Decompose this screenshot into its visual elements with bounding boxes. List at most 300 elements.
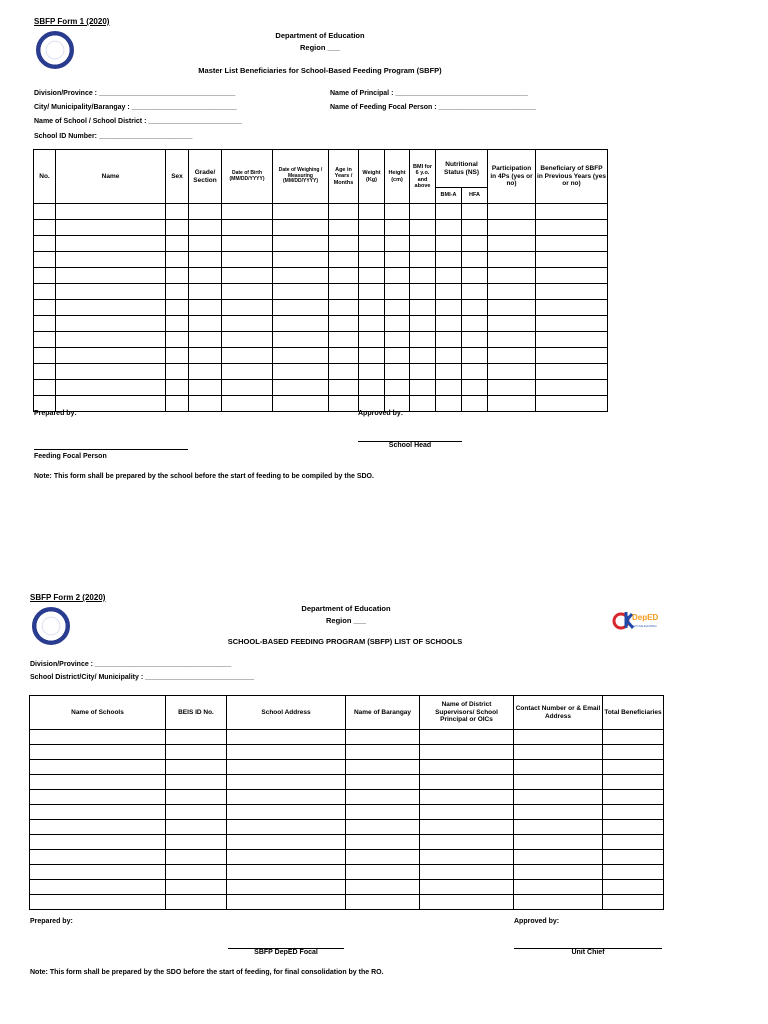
table-cell[interactable] <box>30 730 166 745</box>
table-cell[interactable] <box>603 790 664 805</box>
table-cell[interactable] <box>30 790 166 805</box>
table-cell[interactable] <box>222 220 273 236</box>
table-cell[interactable] <box>189 380 222 396</box>
table-cell[interactable] <box>514 790 603 805</box>
col-no: No. <box>34 150 56 204</box>
table-cell[interactable] <box>462 332 488 348</box>
table-cell[interactable] <box>34 332 56 348</box>
table-cell[interactable] <box>420 865 514 880</box>
table-cell[interactable] <box>166 284 189 300</box>
table-cell[interactable] <box>273 316 329 332</box>
table-cell[interactable] <box>166 204 189 220</box>
table-cell[interactable] <box>603 865 664 880</box>
table-cell[interactable] <box>166 835 227 850</box>
table-cell[interactable] <box>514 745 603 760</box>
table-cell[interactable] <box>273 252 329 268</box>
table-cell[interactable] <box>346 850 420 865</box>
table-cell[interactable] <box>222 252 273 268</box>
col-height: Height (cm) <box>385 150 410 204</box>
table-cell[interactable] <box>273 204 329 220</box>
form1-label: SBFP Form 1 (2020) <box>34 17 110 26</box>
table-cell[interactable] <box>329 316 359 332</box>
table-cell[interactable] <box>436 284 462 300</box>
table-cell[interactable] <box>536 236 608 252</box>
table-cell[interactable] <box>56 236 166 252</box>
table-cell[interactable] <box>410 220 436 236</box>
table-cell[interactable] <box>462 364 488 380</box>
table-cell[interactable] <box>536 300 608 316</box>
table-cell[interactable] <box>30 895 166 910</box>
table-cell[interactable] <box>346 775 420 790</box>
col-ns: Nutritional Status (NS) <box>436 150 488 188</box>
table-cell[interactable] <box>536 332 608 348</box>
table-cell[interactable] <box>227 775 346 790</box>
table-cell[interactable] <box>166 865 227 880</box>
table-cell[interactable] <box>359 300 385 316</box>
table-cell[interactable] <box>227 790 346 805</box>
table-cell[interactable] <box>488 204 536 220</box>
table-cell[interactable] <box>56 252 166 268</box>
table-cell[interactable] <box>346 880 420 895</box>
table-cell[interactable] <box>30 835 166 850</box>
table-cell[interactable] <box>385 332 410 348</box>
table-cell[interactable] <box>462 348 488 364</box>
table-cell[interactable] <box>536 284 608 300</box>
table-cell[interactable] <box>189 364 222 380</box>
table-cell[interactable] <box>329 284 359 300</box>
table-cell[interactable] <box>166 236 189 252</box>
table-row <box>34 332 608 348</box>
table-cell[interactable] <box>385 236 410 252</box>
table-cell[interactable] <box>166 745 227 760</box>
col-contact: Contact Number or & Email Address <box>514 696 603 730</box>
table-cell[interactable] <box>166 396 189 412</box>
table-row <box>30 880 664 895</box>
table-cell[interactable] <box>462 316 488 332</box>
table-cell[interactable] <box>462 300 488 316</box>
table-cell[interactable] <box>166 268 189 284</box>
table-cell[interactable] <box>34 236 56 252</box>
table-cell[interactable] <box>227 850 346 865</box>
table-cell[interactable] <box>410 252 436 268</box>
table-row <box>30 865 664 880</box>
table-cell[interactable] <box>410 396 436 412</box>
table-cell[interactable] <box>385 300 410 316</box>
table-cell[interactable] <box>329 236 359 252</box>
table-cell[interactable] <box>514 895 603 910</box>
table-cell[interactable] <box>488 220 536 236</box>
table-cell[interactable] <box>166 220 189 236</box>
table-cell[interactable] <box>222 204 273 220</box>
table-cell[interactable] <box>227 865 346 880</box>
table-cell[interactable] <box>346 790 420 805</box>
table-cell[interactable] <box>420 820 514 835</box>
school-name-field[interactable]: Name of School / School District : ________________________ <box>34 118 242 125</box>
table-cell[interactable] <box>488 332 536 348</box>
table-cell[interactable] <box>329 348 359 364</box>
table-cell[interactable] <box>385 380 410 396</box>
table-cell[interactable] <box>273 396 329 412</box>
table-row <box>34 268 608 284</box>
table-cell[interactable] <box>189 316 222 332</box>
table-cell[interactable] <box>420 790 514 805</box>
table-cell[interactable] <box>227 880 346 895</box>
table-cell[interactable] <box>410 364 436 380</box>
f2-district-field[interactable]: School District/City/ Municipality : ____________________________ <box>30 674 255 681</box>
table-cell[interactable] <box>359 268 385 284</box>
table-cell[interactable] <box>273 268 329 284</box>
table-cell[interactable] <box>536 380 608 396</box>
table-cell[interactable] <box>346 730 420 745</box>
table-cell[interactable] <box>189 332 222 348</box>
table-cell[interactable] <box>166 895 227 910</box>
logo-subtext: TAYO KALIGAYAHAN <box>632 625 657 628</box>
table-cell[interactable] <box>536 316 608 332</box>
table-cell[interactable] <box>166 730 227 745</box>
table-cell[interactable] <box>34 268 56 284</box>
table-cell[interactable] <box>166 880 227 895</box>
table-cell[interactable] <box>222 380 273 396</box>
table-cell[interactable] <box>385 284 410 300</box>
table-cell[interactable] <box>56 332 166 348</box>
table-cell[interactable] <box>514 850 603 865</box>
table-cell[interactable] <box>359 236 385 252</box>
table-cell[interactable] <box>34 252 56 268</box>
table-cell[interactable] <box>359 380 385 396</box>
table-cell[interactable] <box>222 268 273 284</box>
table-cell[interactable] <box>56 268 166 284</box>
table-cell[interactable] <box>436 316 462 332</box>
table-cell[interactable] <box>30 805 166 820</box>
table-cell[interactable] <box>603 850 664 865</box>
table-cell[interactable] <box>359 220 385 236</box>
table-cell[interactable] <box>273 300 329 316</box>
table-cell[interactable] <box>420 745 514 760</box>
table-cell[interactable] <box>227 745 346 760</box>
table-cell[interactable] <box>30 865 166 880</box>
table-cell[interactable] <box>166 380 189 396</box>
table-cell[interactable] <box>189 268 222 284</box>
table-cell[interactable] <box>56 284 166 300</box>
table-cell[interactable] <box>514 805 603 820</box>
table-cell[interactable] <box>603 730 664 745</box>
table-cell[interactable] <box>536 252 608 268</box>
table-cell[interactable] <box>359 364 385 380</box>
table-cell[interactable] <box>166 775 227 790</box>
table-cell[interactable] <box>222 364 273 380</box>
table-cell[interactable] <box>189 300 222 316</box>
table-cell[interactable] <box>189 396 222 412</box>
table-cell[interactable] <box>488 236 536 252</box>
table-cell[interactable] <box>420 805 514 820</box>
table-cell[interactable] <box>227 805 346 820</box>
table-cell[interactable] <box>329 204 359 220</box>
table-cell[interactable] <box>385 268 410 284</box>
table-cell[interactable] <box>410 380 436 396</box>
table-cell[interactable] <box>273 364 329 380</box>
table-cell[interactable] <box>514 880 603 895</box>
table-cell[interactable] <box>436 396 462 412</box>
table-cell[interactable] <box>603 895 664 910</box>
table-cell[interactable] <box>488 396 536 412</box>
table-cell[interactable] <box>420 835 514 850</box>
table-row <box>30 835 664 850</box>
table-cell[interactable] <box>462 236 488 252</box>
col-bmi: BMI for 6 y.o. and above <box>410 150 436 204</box>
table-cell[interactable] <box>166 805 227 820</box>
table-cell[interactable] <box>273 284 329 300</box>
table-cell[interactable] <box>329 396 359 412</box>
division-field[interactable]: Division/Province : ___________________________________ <box>34 90 236 97</box>
table-cell[interactable] <box>488 284 536 300</box>
table-cell[interactable] <box>34 316 56 332</box>
table-cell[interactable] <box>410 236 436 252</box>
table-cell[interactable] <box>436 380 462 396</box>
table-cell[interactable] <box>30 745 166 760</box>
table-cell[interactable] <box>436 220 462 236</box>
table-cell[interactable] <box>166 316 189 332</box>
table-cell[interactable] <box>34 364 56 380</box>
table-cell[interactable] <box>30 775 166 790</box>
table-cell[interactable] <box>273 332 329 348</box>
table-cell[interactable] <box>536 348 608 364</box>
table-cell[interactable] <box>385 204 410 220</box>
table-cell[interactable] <box>346 865 420 880</box>
table-cell[interactable] <box>359 204 385 220</box>
table-cell[interactable] <box>462 220 488 236</box>
table-cell[interactable] <box>273 348 329 364</box>
table-cell[interactable] <box>227 835 346 850</box>
table-row <box>34 300 608 316</box>
table-cell[interactable] <box>436 364 462 380</box>
table-cell[interactable] <box>346 835 420 850</box>
table-cell[interactable] <box>603 835 664 850</box>
table-cell[interactable] <box>166 348 189 364</box>
table-cell[interactable] <box>189 236 222 252</box>
table-row <box>34 396 608 412</box>
table-cell[interactable] <box>34 300 56 316</box>
table-cell[interactable] <box>56 364 166 380</box>
table-cell[interactable] <box>488 300 536 316</box>
table-cell[interactable] <box>227 760 346 775</box>
table-cell[interactable] <box>346 820 420 835</box>
table-cell[interactable] <box>385 220 410 236</box>
table-cell[interactable] <box>56 204 166 220</box>
table-cell[interactable] <box>410 332 436 348</box>
table-cell[interactable] <box>603 760 664 775</box>
table-cell[interactable] <box>514 865 603 880</box>
table-cell[interactable] <box>166 364 189 380</box>
table-cell[interactable] <box>346 745 420 760</box>
table-cell[interactable] <box>420 850 514 865</box>
table-cell[interactable] <box>410 268 436 284</box>
table-cell[interactable] <box>536 268 608 284</box>
table-cell[interactable] <box>273 220 329 236</box>
table-cell[interactable] <box>462 380 488 396</box>
table-cell[interactable] <box>462 204 488 220</box>
table-cell[interactable] <box>514 730 603 745</box>
table-cell[interactable] <box>222 396 273 412</box>
table-cell[interactable] <box>436 252 462 268</box>
table-cell[interactable] <box>30 850 166 865</box>
table-cell[interactable] <box>166 760 227 775</box>
table-cell[interactable] <box>410 316 436 332</box>
table-cell[interactable] <box>329 252 359 268</box>
table-cell[interactable] <box>603 880 664 895</box>
table-cell[interactable] <box>329 380 359 396</box>
school-id-field[interactable]: School ID Number: ________________________ <box>34 133 193 140</box>
table-cell[interactable] <box>385 252 410 268</box>
table-cell[interactable] <box>385 348 410 364</box>
table-cell[interactable] <box>536 364 608 380</box>
table-cell[interactable] <box>56 316 166 332</box>
table-cell[interactable] <box>34 348 56 364</box>
table-cell[interactable] <box>329 300 359 316</box>
table-cell[interactable] <box>385 316 410 332</box>
table-cell[interactable] <box>222 332 273 348</box>
table-cell[interactable] <box>603 805 664 820</box>
table-cell[interactable] <box>34 204 56 220</box>
table-row <box>30 850 664 865</box>
table-cell[interactable] <box>189 252 222 268</box>
table-cell[interactable] <box>222 348 273 364</box>
table-cell[interactable] <box>536 220 608 236</box>
table-cell[interactable] <box>166 850 227 865</box>
table-cell[interactable] <box>189 204 222 220</box>
table-cell[interactable] <box>436 204 462 220</box>
table-cell[interactable] <box>410 348 436 364</box>
schools-table <box>29 695 664 910</box>
table-cell[interactable] <box>420 880 514 895</box>
col-hfa: HFA <box>462 188 488 204</box>
table-row <box>34 284 608 300</box>
table-cell[interactable] <box>273 236 329 252</box>
table-row <box>34 380 608 396</box>
table-cell[interactable] <box>603 820 664 835</box>
table-cell[interactable] <box>227 730 346 745</box>
table-cell[interactable] <box>359 348 385 364</box>
table-cell[interactable] <box>603 745 664 760</box>
table-cell[interactable] <box>514 760 603 775</box>
table-cell[interactable] <box>410 300 436 316</box>
table-cell[interactable] <box>488 348 536 364</box>
table-cell[interactable] <box>514 820 603 835</box>
table-cell[interactable] <box>359 252 385 268</box>
focal-person-field[interactable]: Name of Feeding Focal Person : _________________________ <box>330 104 536 111</box>
table-row <box>30 805 664 820</box>
table-cell[interactable] <box>166 300 189 316</box>
table-cell[interactable] <box>222 236 273 252</box>
table-cell[interactable] <box>488 316 536 332</box>
table-cell[interactable] <box>346 760 420 775</box>
table-cell[interactable] <box>329 268 359 284</box>
table-cell[interactable] <box>166 790 227 805</box>
table-cell[interactable] <box>436 268 462 284</box>
table-cell[interactable] <box>462 252 488 268</box>
table-cell[interactable] <box>227 820 346 835</box>
table-cell[interactable] <box>227 895 346 910</box>
table-cell[interactable] <box>346 805 420 820</box>
table-cell[interactable] <box>329 364 359 380</box>
table-cell[interactable] <box>34 380 56 396</box>
table-cell[interactable] <box>359 316 385 332</box>
table-cell[interactable] <box>603 775 664 790</box>
f2-division-field[interactable]: Division/Province : ___________________________________ <box>30 661 232 668</box>
table-cell[interactable] <box>30 880 166 895</box>
principal-field[interactable]: Name of Principal : __________________________________ <box>330 90 528 97</box>
table-cell[interactable] <box>56 348 166 364</box>
table-cell[interactable] <box>34 284 56 300</box>
table-cell[interactable] <box>222 300 273 316</box>
table-cell[interactable] <box>166 820 227 835</box>
table-cell[interactable] <box>410 284 436 300</box>
table-cell[interactable] <box>536 396 608 412</box>
table-cell[interactable] <box>436 300 462 316</box>
table-cell[interactable] <box>359 284 385 300</box>
table-cell[interactable] <box>56 300 166 316</box>
table-cell[interactable] <box>488 268 536 284</box>
table-cell[interactable] <box>420 730 514 745</box>
table-cell[interactable] <box>329 220 359 236</box>
table-cell[interactable] <box>189 220 222 236</box>
table-cell[interactable] <box>385 364 410 380</box>
table-cell[interactable] <box>410 204 436 220</box>
table-row <box>30 820 664 835</box>
table-cell[interactable] <box>166 252 189 268</box>
table-cell[interactable] <box>222 284 273 300</box>
table-cell[interactable] <box>30 820 166 835</box>
table-cell[interactable] <box>436 348 462 364</box>
table-cell[interactable] <box>488 252 536 268</box>
table-cell[interactable] <box>462 284 488 300</box>
table-cell[interactable] <box>420 775 514 790</box>
table-cell[interactable] <box>346 895 420 910</box>
table-cell[interactable] <box>329 332 359 348</box>
deped-seal-icon-2 <box>32 607 70 645</box>
table-cell[interactable] <box>514 775 603 790</box>
table-cell[interactable] <box>166 332 189 348</box>
table-cell[interactable] <box>536 204 608 220</box>
beneficiaries-table <box>33 149 608 412</box>
f1-prepared-signature-line[interactable] <box>34 449 188 450</box>
table-cell[interactable] <box>462 268 488 284</box>
table-cell[interactable] <box>56 220 166 236</box>
table-cell[interactable] <box>420 760 514 775</box>
table-cell[interactable] <box>488 364 536 380</box>
table-row <box>30 775 664 790</box>
table-row <box>34 316 608 332</box>
table-cell[interactable] <box>273 380 329 396</box>
table-cell[interactable] <box>359 332 385 348</box>
city-field[interactable]: City/ Municipality/Barangay : ___________________________ <box>34 104 237 111</box>
table-cell[interactable] <box>436 236 462 252</box>
table-row <box>30 745 664 760</box>
table-cell[interactable] <box>189 348 222 364</box>
table-cell[interactable] <box>488 380 536 396</box>
table-cell[interactable] <box>436 332 462 348</box>
table-cell[interactable] <box>56 380 166 396</box>
f2-note: Note: This form shall be prepared by the SDO before the start of feeding, for final consolidation by the RO. <box>30 969 384 976</box>
col-schools: Name of Schools <box>30 696 166 730</box>
table-cell[interactable] <box>30 760 166 775</box>
table-cell[interactable] <box>420 895 514 910</box>
table-cell[interactable] <box>34 220 56 236</box>
col-prev: Beneficiary of SBFP in Previous Years (yes or no) <box>536 150 608 204</box>
table-cell[interactable] <box>514 835 603 850</box>
table-cell[interactable] <box>222 316 273 332</box>
table-cell[interactable] <box>462 396 488 412</box>
table-cell[interactable] <box>189 284 222 300</box>
